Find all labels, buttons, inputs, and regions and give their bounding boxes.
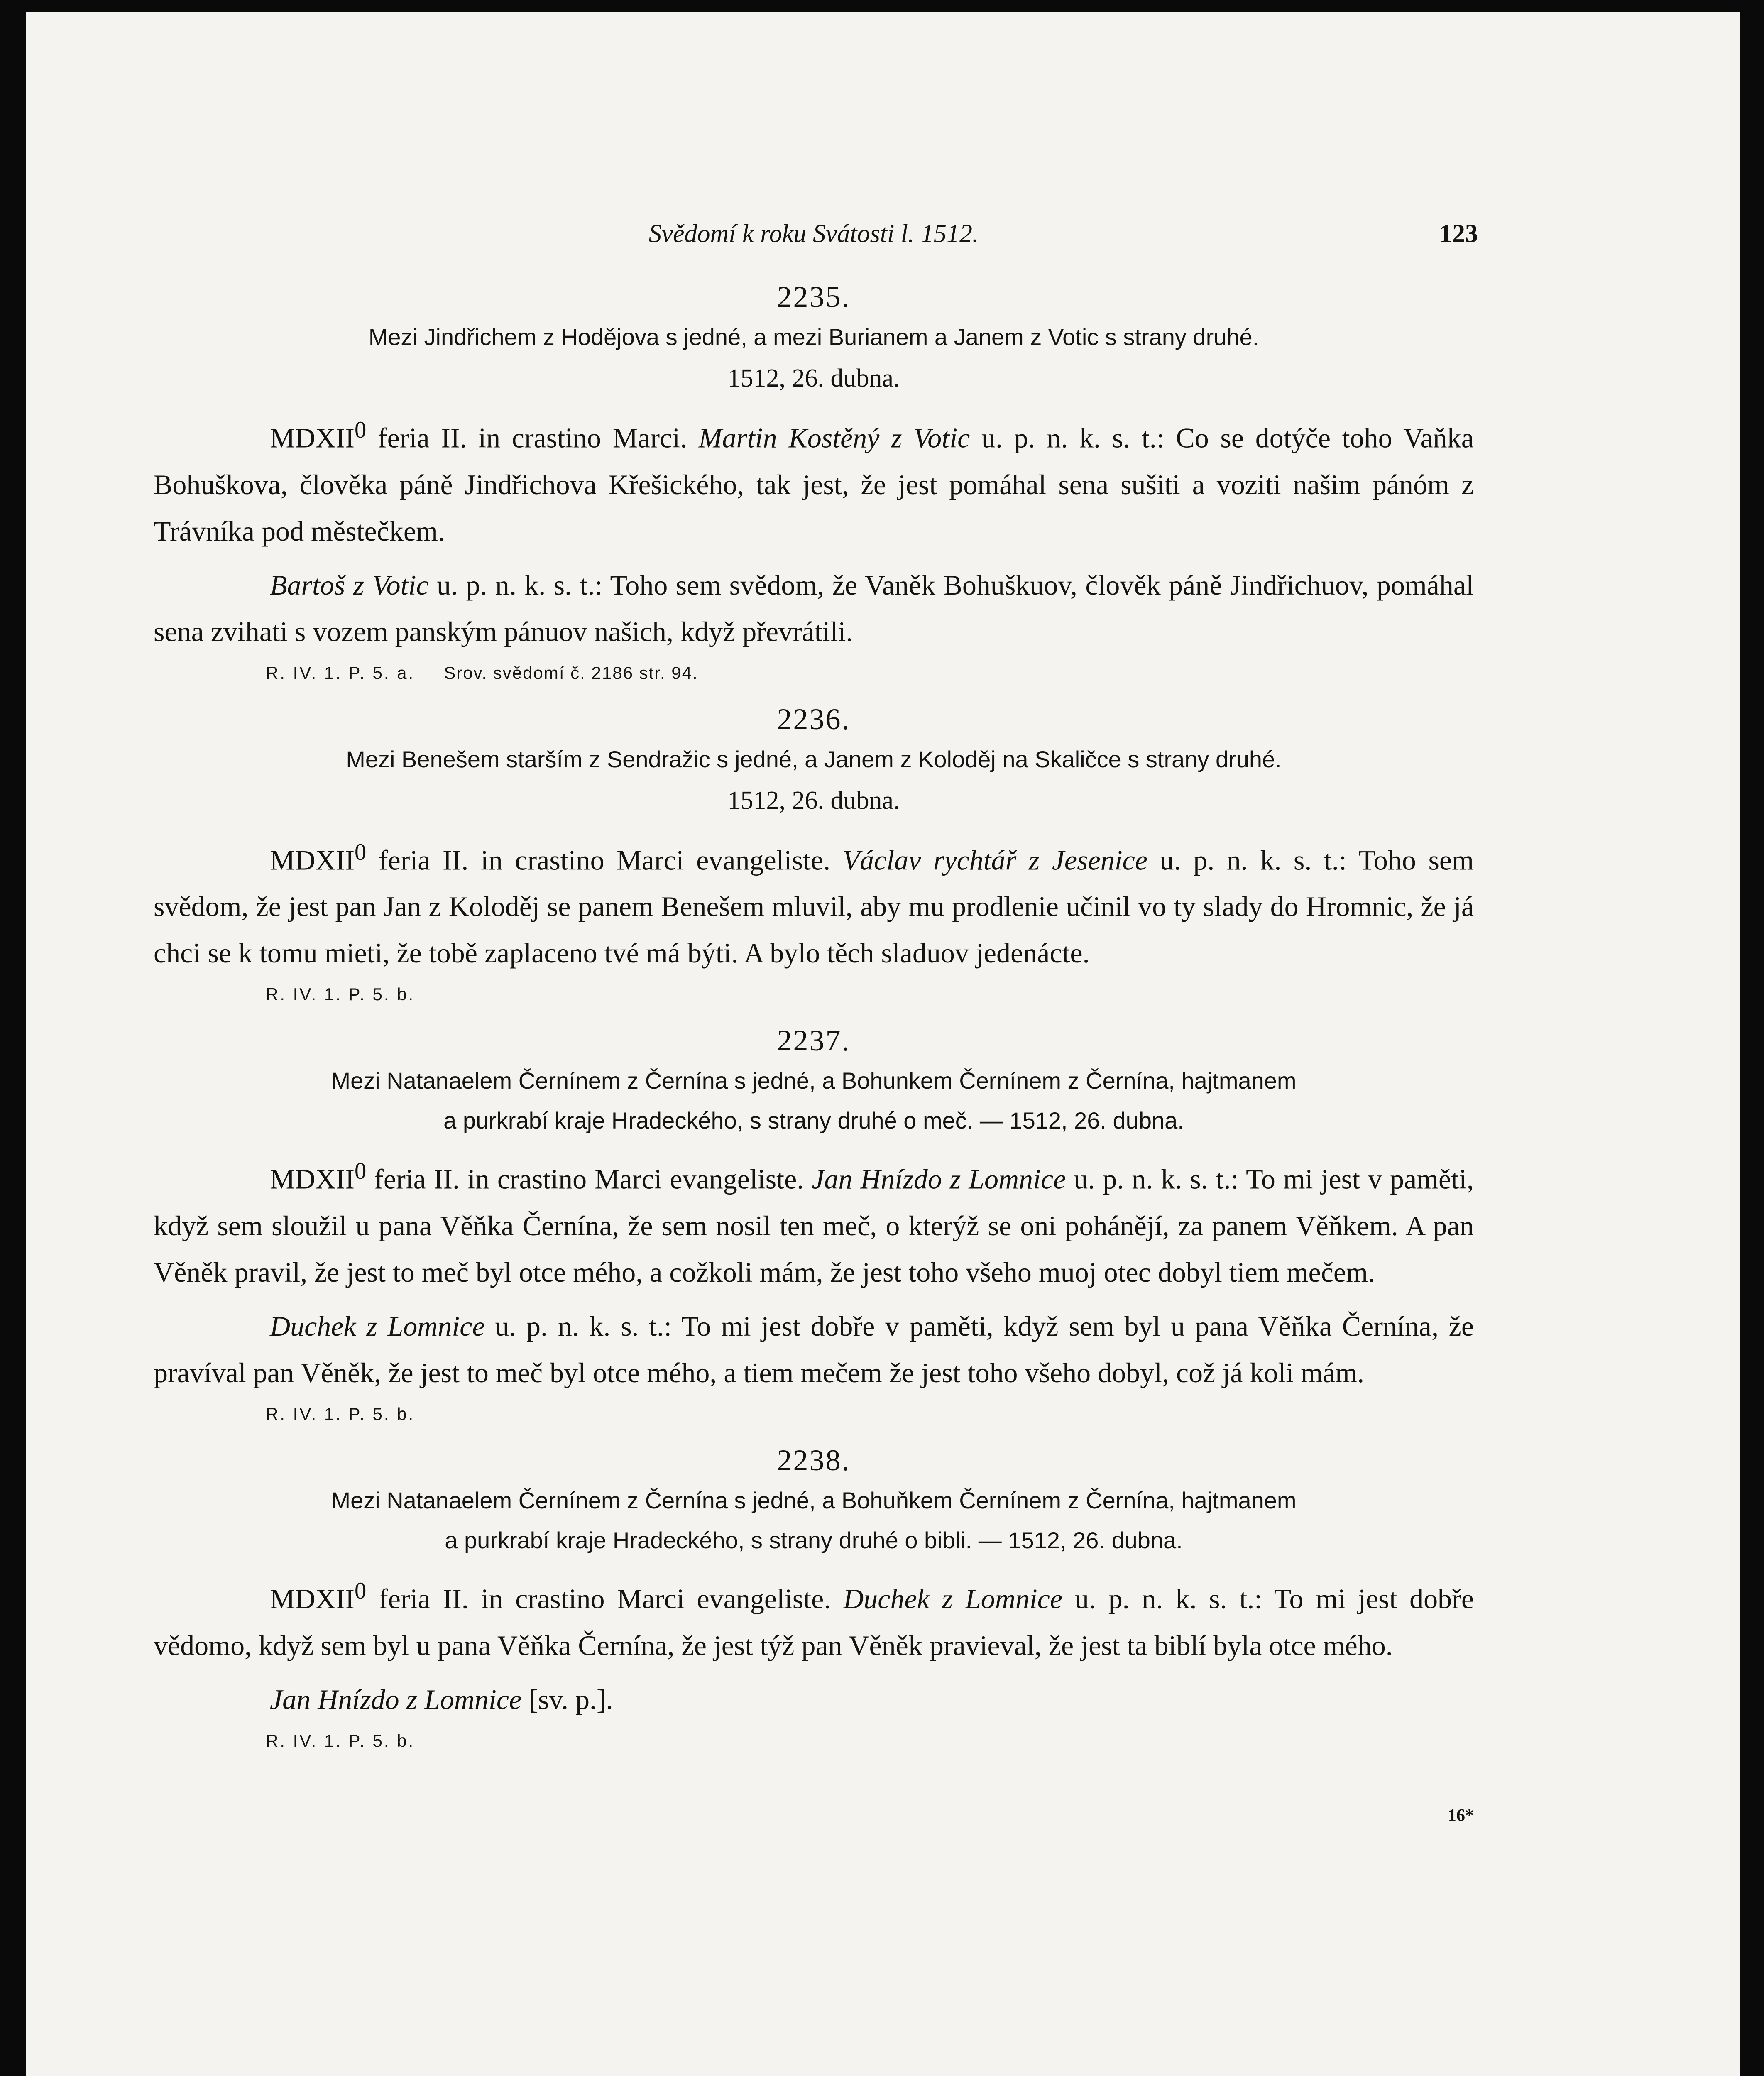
testimony-paragraph: MDXII$^0$ feria II. in crastino Marci evangeliste. Duchek z Lomnice u. p. n. k. s. t.: To mi jest dobře vědomo, když sem byl u pana Věňka Černína, že jest týž pan Věněk pravieval, že jest ta biblí byla otce mého. bbox=[154, 1578, 1474, 1661]
entry-number: 2237. bbox=[777, 1024, 851, 1058]
testimony-paragraph: Bartoš z Votic u. p. n. k. s. t.: Toho sem svědom, že Vaněk Bohuškuov, člověk páně Jindřichuov, pomáhal sena zvihati s vozem panským pánuov našich, když převrátili. bbox=[154, 569, 1474, 647]
archive-reference: R. IV. 1. P. 5. b. bbox=[266, 984, 415, 1004]
testimony-paragraph: MDXII$^0$ feria II. in crastino Marci. Martin Kostěný z Votic u. p. n. k. s. t.: Co se dotýče toho Vaňka Bohuškova, člověka páně Jindřichova Křešického, tak jest, že jest pomáhal sena sušiti a voziti našim pánóm z Trávníka pod městečkem. bbox=[154, 417, 1474, 547]
witness-name: Duchek z Lomnice bbox=[843, 1583, 1063, 1615]
entry-caption: Mezi Natanaelem Černínem z Černína s jedné, a Bohuňkem Černínem z Černína, hajtmanem a purkrabí kraje Hradeckého, s strany druhé o bibli. — 1512, 26. dubna. bbox=[331, 1487, 1297, 1553]
entry-number: 2238. bbox=[777, 1443, 851, 1477]
entry-2238 bbox=[154, 1440, 1474, 1759]
witness-name: Duchek z Lomnice bbox=[270, 1310, 485, 1342]
entry-2235 bbox=[154, 277, 1474, 691]
entry-date: 1512, 26. dubna. bbox=[727, 364, 900, 392]
running-title: Svědomí k roku Svátosti l. 1512. bbox=[648, 220, 979, 248]
witness-name: Martin Kostěný z Votic bbox=[698, 422, 970, 454]
entry-number: 2235. bbox=[777, 280, 851, 313]
witness-name: Jan Hnízdo z Lomnice bbox=[812, 1163, 1066, 1195]
cross-reference: Srov. svědomí č. 2186 str. 94. bbox=[444, 663, 698, 683]
testimony-paragraph: MDXII$^0$ feria II. in crastino Marci evangeliste. Václav rychtář z Jesenice u. p. n. k. s. t.: Toho sem svědom, že jest pan Jan z Koloděj se panem Benešem mluvil, aby mu prodlenie učinil vo ty slady do Hromnic, že já chci se k tomu mieti, že tobě zaplaceno tvé má býti. A bylo těch sladuov jedenácte. bbox=[154, 839, 1474, 969]
witness-name: Václav rychtář z Jesenice bbox=[842, 844, 1148, 876]
archive-reference: R. IV. 1. P. 5. a. Srov. svědomí č. 2186 str. 94. bbox=[266, 663, 698, 683]
entry-caption: Mezi Jindřichem z Hodějova s jedné, a mezi Burianem a Janem z Votic s strany druhé. bbox=[368, 324, 1259, 350]
page-number: 123 bbox=[1439, 220, 1478, 248]
entry-date: 1512, 26. dubna. bbox=[727, 786, 900, 815]
document-page bbox=[26, 12, 1740, 2076]
entry-2236 bbox=[154, 699, 1474, 1013]
signature-mark: 16* bbox=[1448, 1806, 1474, 1825]
entry-caption: Mezi Benešem starším z Sendražic s jedné, a Janem z Koloděj na Skaličce s strany druhé. bbox=[346, 746, 1282, 772]
archive-reference: R. IV. 1. P. 5. b. bbox=[266, 1731, 415, 1750]
testimony-paragraph: Jan Hnízdo z Lomnice [sv. p.]. bbox=[270, 1683, 613, 1715]
testimony-paragraph: MDXII$^0$ feria II. in crastino Marci evangeliste. Jan Hnízdo z Lomnice u. p. n. k. s. t.: To mi jest v paměti, když sem sloužil u pana Věňka Černína, že sem nosil ten meč, o kterýž se oni pohánějí, za panem Věňkem. A pan Věněk pravil, že jest to meč byl otce mého, a cožkoli mám, že jest toho všeho muoj otec dobyl tiem mečem. bbox=[154, 1158, 1474, 1288]
page-content bbox=[154, 219, 1478, 1825]
entry-number: 2236. bbox=[777, 702, 851, 736]
witness-name: Jan Hnízdo z Lomnice bbox=[270, 1683, 522, 1715]
running-header bbox=[154, 219, 1478, 269]
entry-2237 bbox=[154, 1020, 1474, 1432]
entry-caption: Mezi Natanaelem Černínem z Černína s jedné, a Bohunkem Černínem z Černína, hajtmanem a purkrabí kraje Hradeckého, s strany druhé o meč. — 1512, 26. dubna. bbox=[331, 1067, 1297, 1134]
testimony-paragraph: Duchek z Lomnice u. p. n. k. s. t.: To mi jest dobře v paměti, když sem byl u pana Věňka Černína, že pravíval pan Věněk, že jest to meč byl otce mého, a tiem mečem že jest toho všeho dobyl, což já koli mám. bbox=[154, 1310, 1474, 1388]
witness-name: Bartoš z Votic bbox=[270, 569, 429, 601]
archive-reference: R. IV. 1. P. 5. b. bbox=[266, 1404, 415, 1424]
